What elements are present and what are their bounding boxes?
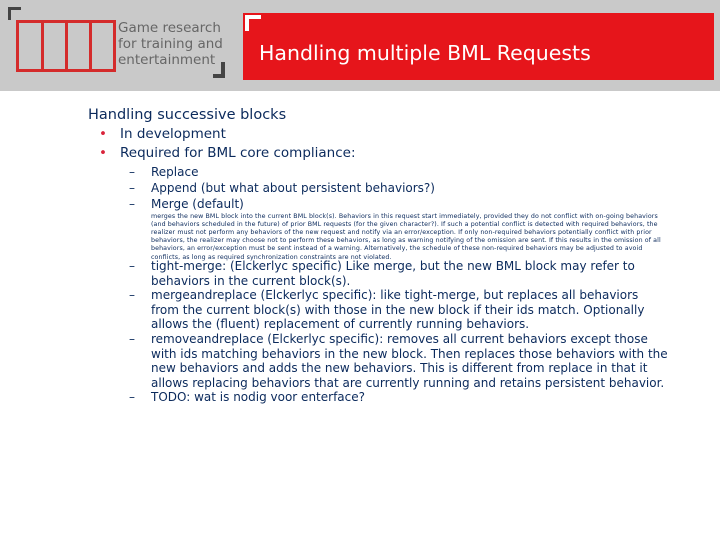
dash-glyph: – xyxy=(129,332,135,346)
tagline-line-1: Game research xyxy=(118,20,221,36)
sub-item-append xyxy=(129,181,669,196)
slide-title: Handling multiple BML Requests xyxy=(259,41,591,65)
bullet-item xyxy=(99,145,356,161)
sub-item-todo xyxy=(129,390,669,405)
sub-item-text: Append (but what about persistent behaviors?) xyxy=(151,181,435,195)
dash-glyph: – xyxy=(129,288,135,302)
sub-item-mergeandreplace xyxy=(129,288,669,332)
sub-item-tight-merge xyxy=(129,259,669,288)
logo-frame xyxy=(16,20,116,72)
sub-item-replace xyxy=(129,165,669,180)
title-banner xyxy=(243,13,714,80)
sub-item-text: tight-merge: (Elckerlyc specific) Like merge, but the new BML block may refer to behaviors in the current block(s). xyxy=(151,259,635,288)
gate-logo xyxy=(6,6,228,82)
logo-tagline xyxy=(118,20,223,68)
sub-item-text: TODO: wat is nodig voor enterface? xyxy=(151,390,365,404)
bullet-glyph: • xyxy=(99,126,107,142)
sub-item-text: Replace xyxy=(151,165,199,179)
sub-item-text: Merge (default) xyxy=(151,197,244,211)
dash-glyph: – xyxy=(129,390,135,404)
tagline-line-2: for training and xyxy=(118,36,223,52)
tagline-line-3: entertainment xyxy=(118,52,216,68)
dash-glyph: – xyxy=(129,181,135,195)
sub-item-text: mergeandreplace (Elckerlyc specific): like tight-merge, but replaces all behaviors from the current block(s) with those in the new block if their ids match. Optionally allows the (fluent) replacement of currently running behaviors. xyxy=(151,288,645,331)
bullet-text: Required for BML core compliance: xyxy=(120,145,356,161)
bullet-text: In development xyxy=(120,126,226,142)
section-heading: Handling successive blocks xyxy=(88,107,287,123)
sub-item-merge xyxy=(129,197,669,262)
slide-header xyxy=(0,0,720,91)
bullet-item xyxy=(99,126,226,142)
corner-mark-title xyxy=(245,15,261,31)
sub-item-removeandreplace xyxy=(129,332,669,390)
sub-item-text: removeandreplace (Elckerlyc specific): removes all current behaviors except those with ids matching behaviors in the new block. Then replaces those behaviors with the new behaviors and adds the new behaviors. This is different from replace in that it allows replacing behaviors that are currently running and retains persistent behavior. xyxy=(151,332,668,390)
dash-glyph: – xyxy=(129,197,135,211)
merge-detail-text: merges the new BML block into the current BML block(s). Behaviors in this request start immediately, provided they do not conflict with on-going behaviors (and behaviors scheduled in the future) of prior BML requests (for the given character?). If such a potential conflict is detected with required behaviors, the realizer must not perform any behaviors of the new request and notify via an error/exception. If only non-required behaviors potentially conflict with prior behaviors, the realizer may choose not to perform these behaviors, as long as warning notifying of the omission are sent. If this results in the omission of all behaviors, an error/exception must be sent instead of a warning. Alternatively, the schedule of these non-required behaviors may be adjusted to avoid conflicts, as long as required synchronization constraints are not violated. xyxy=(151,212,661,261)
dash-glyph: – xyxy=(129,259,135,273)
bullet-glyph: • xyxy=(99,145,107,161)
dash-glyph: – xyxy=(129,165,135,179)
